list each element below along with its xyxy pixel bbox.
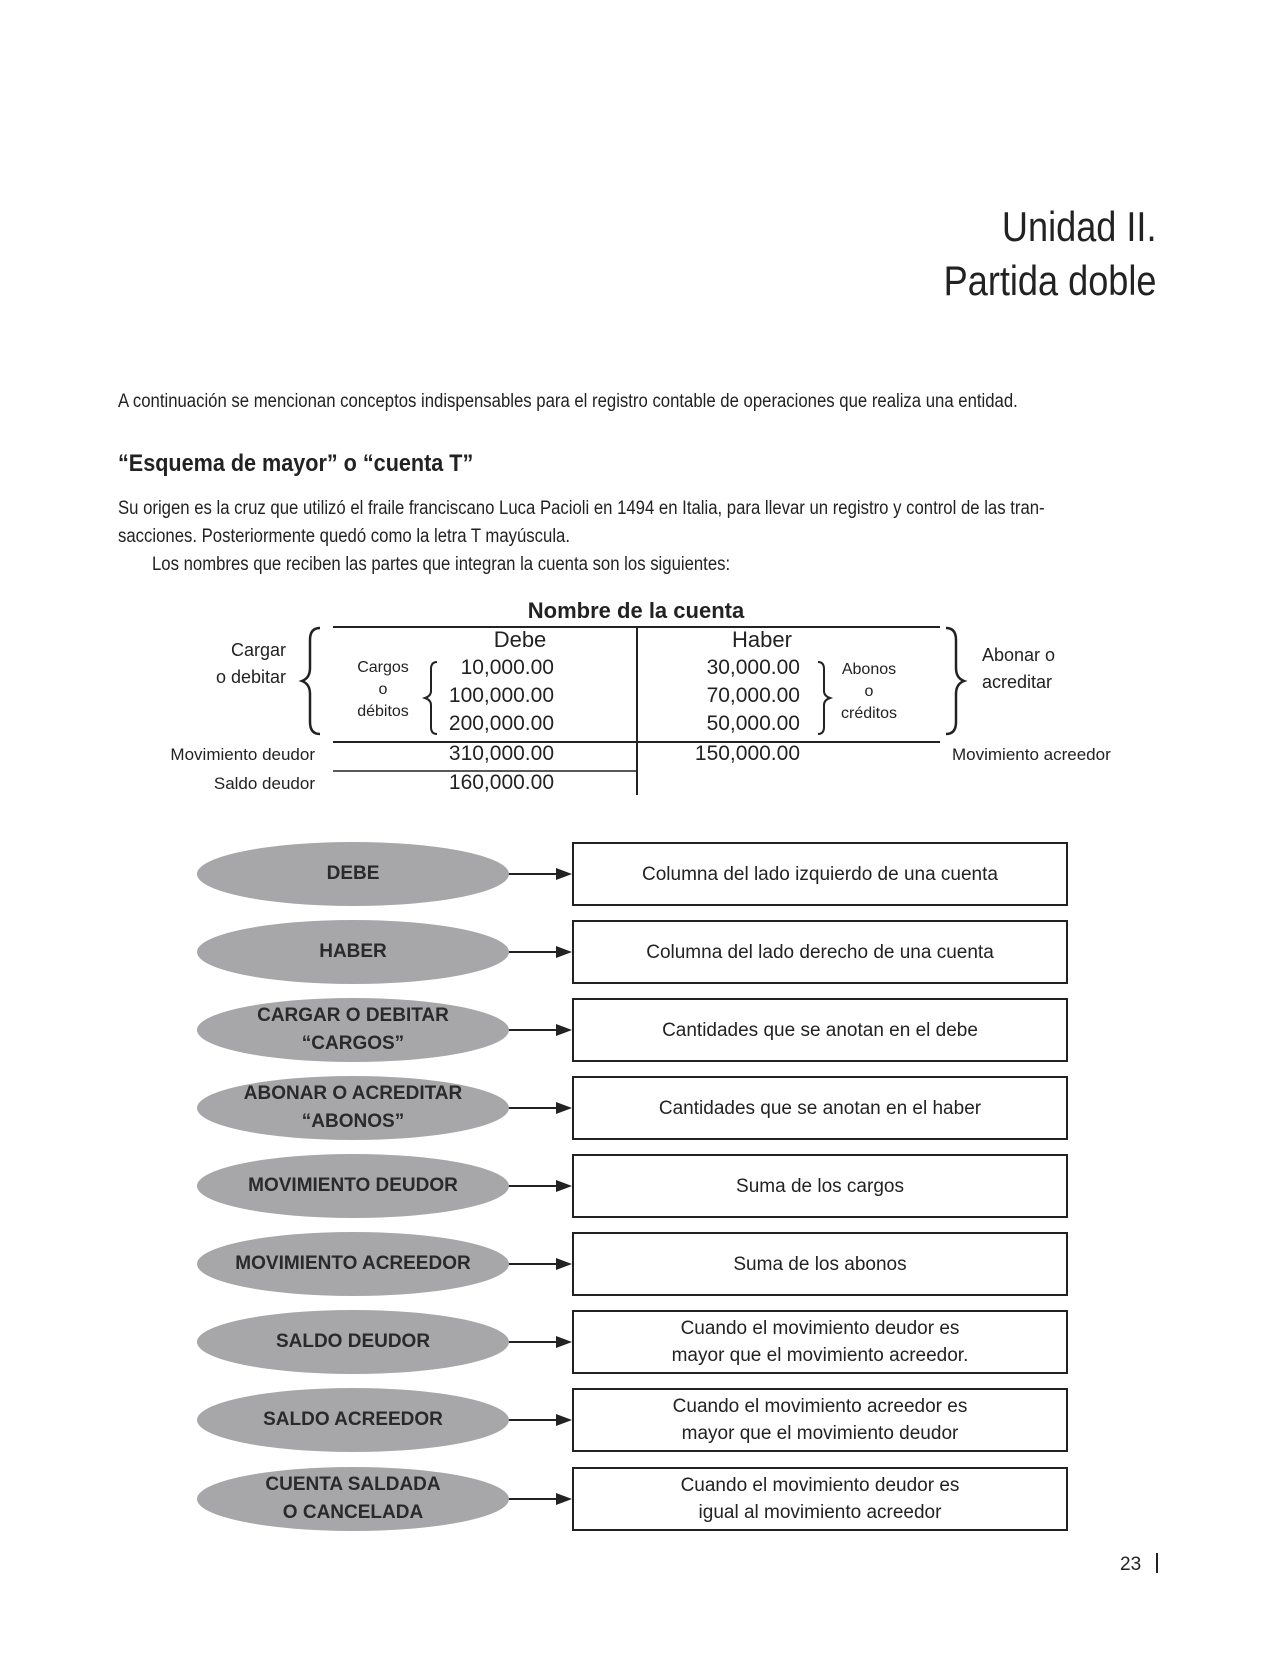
arrow-right-icon (556, 1180, 572, 1192)
arrow-right-icon (556, 1336, 572, 1348)
section-paragraph-line1: Su origen es la cruz que utilizó el fraile franciscano Luca Pacioli en 1494 en Italia, para llevar un registro y control de las tran- (118, 498, 1045, 519)
haber-value: 30,000.00 (706, 656, 800, 679)
movimiento-acreedor-value: 150,000.00 (694, 742, 800, 765)
debe-value: 10,000.00 (460, 656, 554, 679)
concept-term-oval (197, 1467, 509, 1531)
arrow-right-icon (556, 868, 572, 880)
concept-definition-box (572, 842, 1068, 906)
arrow-right-icon (556, 1493, 572, 1505)
arrow-right-icon (556, 1414, 572, 1426)
movimiento-acreedor-label: Movimiento acreedor (952, 745, 1111, 764)
concept-term-oval (197, 1232, 509, 1296)
acreditar-label: acreditar (982, 672, 1053, 692)
cargos-word: Cargos (357, 659, 409, 676)
concept-term-oval (197, 1154, 509, 1218)
concept-definition-box (572, 998, 1068, 1062)
concept-definition: Columna del lado derecho de una cuenta (646, 941, 994, 963)
concept-term: MOVIMIENTO DEUDOR (248, 1175, 458, 1196)
concept-term-oval (197, 1388, 509, 1452)
section-paragraph-line2: sacciones. Posteriormente quedó como la letra T mayúscula. (118, 526, 570, 547)
movimiento-deudor-value: 310,000.00 (448, 742, 554, 765)
debe-value: 200,000.00 (448, 712, 554, 735)
concept-term: SALDO ACREEDOR (263, 1409, 443, 1430)
concept-definition: Cuando el movimiento deudor es mayor que el movimiento acreedor. (671, 1318, 969, 1366)
page-number (1120, 1553, 1158, 1576)
concept-definition-box (572, 1154, 1068, 1218)
saldo-deudor-label: Saldo deudor (213, 774, 315, 793)
unit-title-line2: Partida doble (944, 257, 1157, 304)
debitar-label: o debitar (215, 667, 286, 687)
concept-definition-box (572, 1467, 1068, 1531)
abonos-o: o (864, 683, 874, 700)
account-name: Nombre de la cuenta (527, 598, 745, 623)
concept-term-oval (197, 998, 509, 1062)
concept-term-oval (197, 1310, 509, 1374)
concept-definition: Cuando el movimiento deudor es igual al movimiento acreedor (680, 1475, 960, 1523)
abonar-label: Abonar o (982, 645, 1056, 665)
debe-value: 100,000.00 (448, 684, 554, 707)
arrow-right-icon (556, 1258, 572, 1270)
section-heading: “Esquema de mayor” o “cuenta T” (118, 450, 474, 477)
concept-definition: Columna del lado izquierdo de una cuenta (642, 863, 998, 885)
abonos-word: Abonos (841, 661, 897, 678)
concept-definition-box (572, 1076, 1068, 1140)
concept-term: SALDO DEUDOR (275, 1331, 431, 1352)
concept-definition-box (572, 1310, 1068, 1374)
cargos-o: o (378, 681, 388, 698)
concept-definition: Cuando el movimiento acreedor es mayor que el movimiento deudor (672, 1396, 968, 1444)
arrow-right-icon (556, 946, 572, 958)
creditos-word: créditos (840, 705, 898, 722)
section-paragraph-line3: Los nombres que reciben las partes que integran la cuenta son los siguientes: (152, 554, 731, 575)
concept-term-oval (197, 1076, 509, 1140)
concept-definition: Suma de los abonos (733, 1253, 907, 1275)
concept-definition: Suma de los cargos (736, 1175, 904, 1197)
arrow-right-icon (556, 1102, 572, 1114)
debe-header: Debe (493, 627, 547, 652)
concept-term: ABONAR O ACREDITAR “ABONOS” (243, 1083, 463, 1132)
page-number-bar (1156, 1553, 1158, 1573)
concept-definition-box (572, 1232, 1068, 1296)
concept-term: DEBE (326, 863, 380, 884)
haber-header: Haber (732, 627, 792, 652)
concept-term: HABER (319, 941, 387, 962)
haber-value: 70,000.00 (706, 684, 800, 707)
concept-term: MOVIMIENTO ACREEDOR (235, 1253, 471, 1274)
arrow-right-icon (556, 1024, 572, 1036)
concept-definition: Cantidades que se anotan en el haber (658, 1097, 982, 1119)
debitos-word: débitos (357, 703, 409, 720)
saldo-deudor-value: 160,000.00 (448, 771, 554, 794)
cargar-label: Cargar (230, 640, 286, 660)
page-number-text: 23 (1120, 1554, 1142, 1575)
haber-value: 50,000.00 (706, 712, 800, 735)
concept-term-oval (197, 842, 509, 906)
unit-title-line1: Unidad II. (1002, 203, 1157, 250)
movimiento-deudor-label: Movimiento deudor (170, 745, 315, 764)
concept-term-oval (197, 920, 509, 984)
intro-paragraph: A continuación se mencionan conceptos indispensables para el registro contable de operaciones que realiza una entidad. (118, 391, 1018, 412)
concept-term: CARGAR O DEBITAR “CARGOS” (257, 1005, 449, 1054)
concept-definition-box (572, 1388, 1068, 1452)
concept-term: CUENTA SALDADA O CANCELADA (265, 1474, 441, 1523)
concept-definition: Cantidades que se anotan en el debe (662, 1019, 978, 1041)
concept-definition-box (572, 920, 1068, 984)
